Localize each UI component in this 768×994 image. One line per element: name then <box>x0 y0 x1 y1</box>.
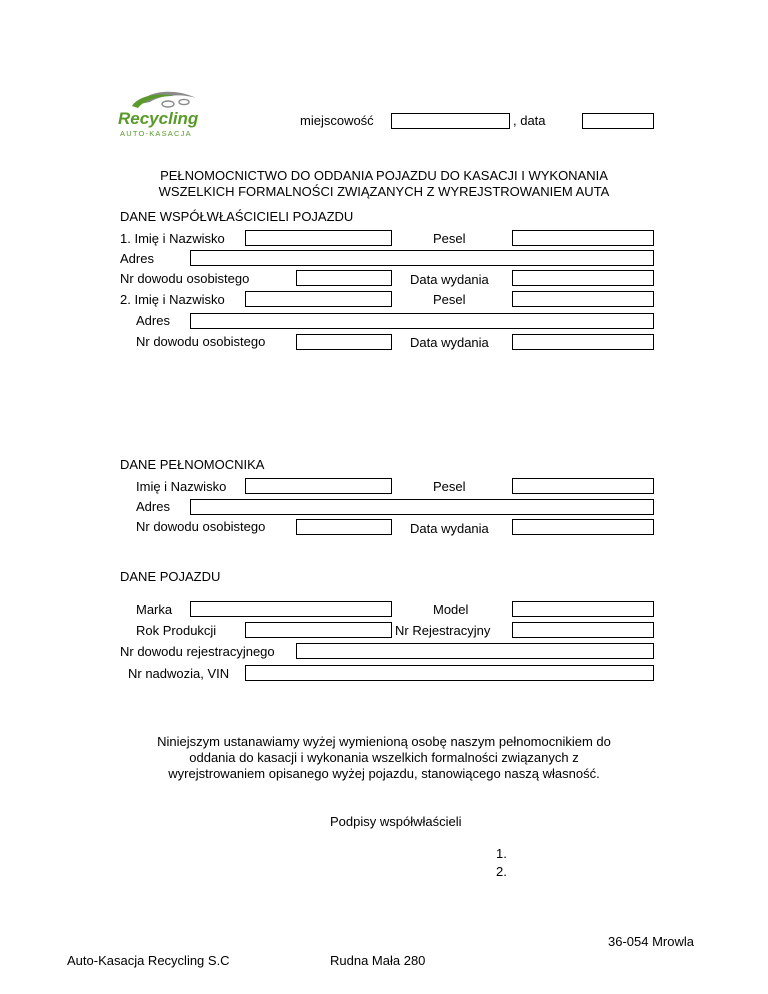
proxy-heading: DANE PEŁNOMOCNIKA <box>120 457 265 472</box>
proxy-issue-date-input[interactable] <box>512 519 654 535</box>
signature-2-label: 2. <box>496 864 507 879</box>
logo-brand: Recycling <box>118 109 199 128</box>
car-swoosh-icon <box>132 92 196 108</box>
owner2-issue-date-input[interactable] <box>512 334 654 350</box>
owner1-issue-date-input[interactable] <box>512 270 654 286</box>
vehicle-plate-input[interactable] <box>512 622 654 638</box>
owner1-address-input[interactable] <box>190 250 654 266</box>
logo-tagline: AUTO-KASACJA <box>120 129 192 138</box>
owner2-issue-date-label: Data wydania <box>410 335 489 350</box>
proxy-name-input[interactable] <box>245 478 392 494</box>
vehicle-reg-doc-label: Nr dowodu rejestracyjnego <box>120 644 275 659</box>
place-input[interactable] <box>391 113 510 129</box>
recycling-logo <box>118 84 200 142</box>
proxy-id-label: Nr dowodu osobistego <box>136 519 266 534</box>
vehicle-model-input[interactable] <box>512 601 654 617</box>
owner2-name-label: 2. Imię i Nazwisko <box>120 292 225 307</box>
proxy-issue-date-label: Data wydania <box>410 521 489 536</box>
owner2-pesel-input[interactable] <box>512 291 654 307</box>
owner2-id-input[interactable] <box>296 334 392 350</box>
statement-line3: wyrejstrowaniem opisanego wyżej pojazdu, stanowiącego naszą własność. <box>168 766 600 781</box>
owner1-address-label: Adres <box>120 251 154 266</box>
vehicle-year-input[interactable] <box>245 622 392 638</box>
proxy-address-input[interactable] <box>190 499 654 515</box>
signature-1-label: 1. <box>496 846 507 861</box>
footer-postal: 36-054 Mrowla <box>608 934 694 949</box>
vehicle-make-label: Marka <box>136 602 173 617</box>
place-label: miejscowość <box>300 113 374 128</box>
vehicle-vin-input[interactable] <box>245 665 654 681</box>
proxy-pesel-label: Pesel <box>433 479 466 494</box>
date-input[interactable] <box>582 113 654 129</box>
owner2-address-label: Adres <box>136 313 170 328</box>
vehicle-model-label: Model <box>433 602 469 617</box>
vehicle-make-input[interactable] <box>190 601 392 617</box>
owner1-id-input[interactable] <box>296 270 392 286</box>
date-label: , data <box>513 113 546 128</box>
signatures-heading: Podpisy współwłaścieli <box>330 814 462 829</box>
document-title-line2: WSZELKICH FORMALNOŚCI ZWIĄZANYCH Z WYREJSTROWANIEM AUTA <box>158 184 610 199</box>
owner1-pesel-label: Pesel <box>433 231 466 246</box>
owner2-id-label: Nr dowodu osobistego <box>136 334 266 349</box>
owner1-id-label: Nr dowodu osobistego <box>120 271 250 286</box>
vehicle-reg-doc-input[interactable] <box>296 643 654 659</box>
footer-street: Rudna Mała 280 <box>330 953 426 968</box>
footer-company: Auto-Kasacja Recycling S.C <box>67 953 230 968</box>
proxy-pesel-input[interactable] <box>512 478 654 494</box>
owner2-pesel-label: Pesel <box>433 292 466 307</box>
vehicle-year-label: Rok Produkcji <box>136 623 217 638</box>
vehicle-vin-label: Nr nadwozia, VIN <box>128 666 230 681</box>
owner1-name-label: 1. Imię i Nazwisko <box>120 231 225 246</box>
owner1-name-input[interactable] <box>245 230 392 246</box>
owner2-name-input[interactable] <box>245 291 392 307</box>
co-owners-heading: DANE WSPÓŁWŁAŚCICIELI POJAZDU <box>120 209 354 224</box>
statement-line1: Niniejszym ustanawiamy wyżej wymienioną osobę naszym pełnomocnikiem do <box>157 734 611 749</box>
owner2-address-input[interactable] <box>190 313 654 329</box>
proxy-name-label: Imię i Nazwisko <box>136 479 227 494</box>
document-title-line1: PEŁNOMOCNICTWO DO ODDANIA POJAZDU DO KASACJI I WYKONANIA <box>160 168 608 183</box>
proxy-address-label: Adres <box>136 499 170 514</box>
vehicle-plate-label: Nr Rejestracyjny <box>395 623 491 638</box>
owner1-issue-date-label: Data wydania <box>410 272 489 287</box>
owner1-pesel-input[interactable] <box>512 230 654 246</box>
proxy-id-input[interactable] <box>296 519 392 535</box>
statement-line2: oddania do kasacji i wykonania wszelkich formalności związanych z <box>189 750 579 765</box>
vehicle-heading: DANE POJAZDU <box>120 569 221 584</box>
